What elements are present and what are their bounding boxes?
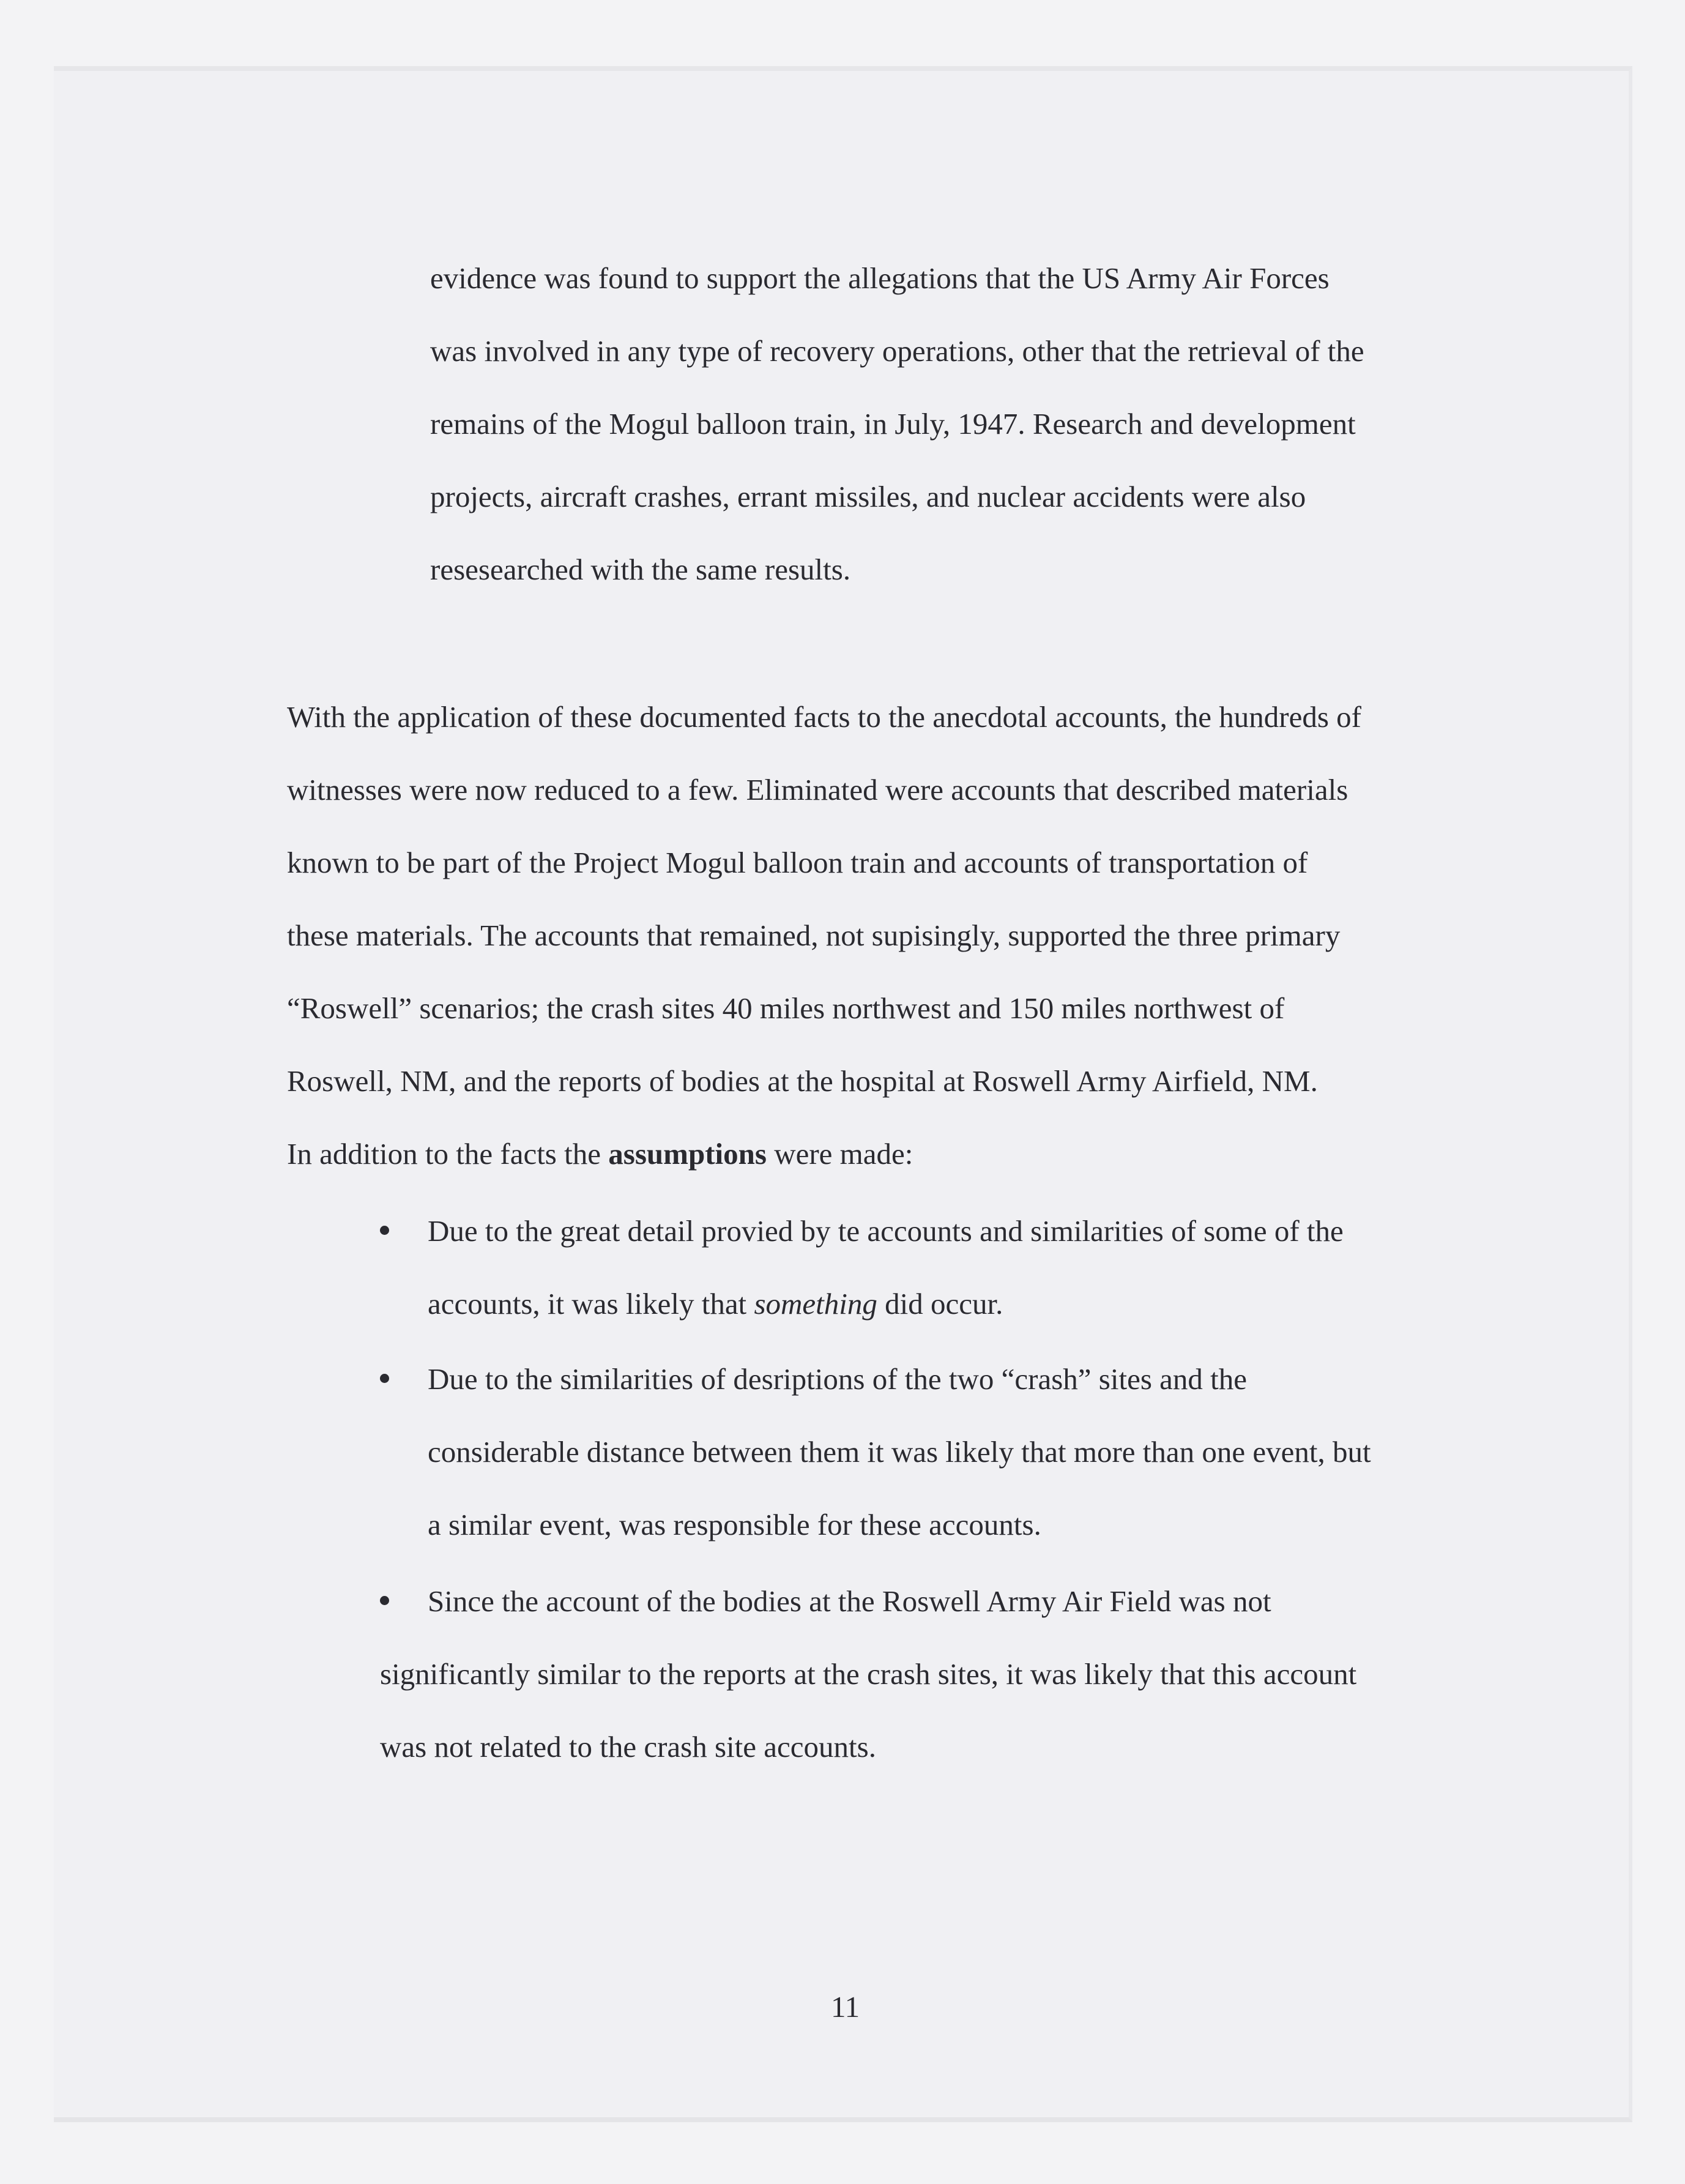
bullet-3-line-1: Since the account of the bodies at the Roswell Army Air Field was not — [428, 1584, 1271, 1618]
para1-line-2: was involved in any type of recovery operations, other that the retrieval of the — [430, 334, 1364, 368]
para1-line-3: remains of the Mogul balloon train, in July, 1947. Research and development — [430, 407, 1356, 441]
para2-line-3: known to be part of the Project Mogul balloon train and accounts of transportation of — [287, 846, 1308, 879]
para1-line-5: resesearched with the same results. — [430, 553, 851, 586]
para2-line-7-prefix: In addition to the facts the — [287, 1137, 609, 1171]
para1-line-4: projects, aircraft crashes, errant missiles, and nuclear accidents were also — [430, 480, 1306, 513]
something-italic: something — [754, 1287, 877, 1321]
para2-line-6: Roswell, NM, and the reports of bodies at the hospital at Roswell Army Airfield, NM. — [287, 1064, 1318, 1098]
page-number: 11 — [831, 1990, 860, 2024]
bullet-2-line-1: Due to the similarities of desriptions of the two “crash” sites and the — [428, 1362, 1248, 1396]
bullet-dot-2 — [380, 1374, 389, 1383]
para2-line-7-suffix: were made: — [766, 1137, 913, 1171]
bullet-1-line-2-suffix: did occur. — [877, 1287, 1003, 1321]
para2-line-2: witnesses were now reduced to a few. Eliminated were accounts that described materials — [287, 773, 1348, 807]
bullet-1-line-2 — [428, 1286, 1003, 1322]
bullet-3-line-3: was not related to the crash site accounts. — [380, 1730, 876, 1764]
para2-line-4: these materials. The accounts that remained, not supisingly, supported the three primary — [287, 919, 1341, 952]
bullet-dot-1 — [380, 1226, 389, 1235]
para2-line-5: “Roswell” scenarios; the crash sites 40 miles northwest and 150 miles northwest of — [287, 991, 1285, 1025]
bullet-2-line-3: a similar event, was responsible for these accounts. — [428, 1508, 1041, 1541]
para2-line-1: With the application of these documented facts to the anecdotal accounts, the hundreds of — [287, 700, 1361, 734]
para1-line-1: evidence was found to support the allegations that the US Army Air Forces — [430, 261, 1330, 295]
bullet-2-line-2: considerable distance between them it was likely that more than one event, but — [428, 1435, 1371, 1469]
assumptions-bold: assumptions — [608, 1137, 767, 1171]
bullet-3-line-2: significantly similar to the reports at the crash sites, it was likely that this account — [380, 1657, 1357, 1691]
bullet-1-line-2-prefix: accounts, it was likely that — [428, 1287, 754, 1321]
bullet-1-line-1: Due to the great detail provied by te accounts and similarities of some of the — [428, 1214, 1344, 1248]
bullet-dot-3 — [380, 1596, 389, 1605]
para2-line-7 — [287, 1136, 913, 1172]
